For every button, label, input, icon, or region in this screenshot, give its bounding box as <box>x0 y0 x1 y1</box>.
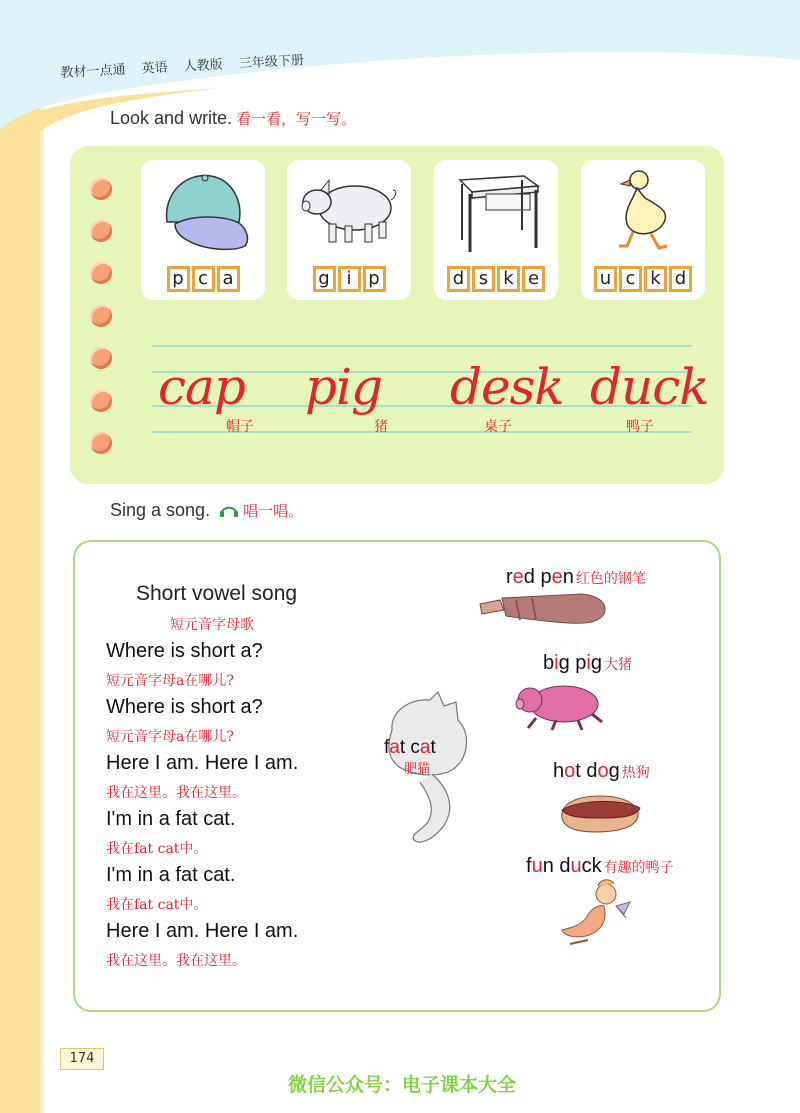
header-subject: 英语 <box>141 60 169 77</box>
letter-tile: c <box>619 266 642 292</box>
lyric-translation: 短元音字母a在哪儿? <box>106 729 234 745</box>
phrase-big-pig: big pig 大猪 <box>543 652 632 674</box>
word-card-desk <box>434 160 558 300</box>
binder-ring <box>90 305 112 327</box>
binder-ring <box>90 347 112 369</box>
header-grade: 三年级下册 <box>238 53 305 72</box>
page-number: 174 <box>60 1048 104 1070</box>
big-pig-picture <box>512 678 608 732</box>
letter-tile: s <box>472 266 495 292</box>
sing-title-en: Sing a song. <box>110 500 211 520</box>
letter-tile: c <box>192 266 215 292</box>
lyric-line: Here I am. Here I am. <box>106 752 299 774</box>
song-title-cn: 短元音字母歌 <box>170 617 254 633</box>
meaning-cap: 帽子 <box>226 419 254 435</box>
letter-tile: u <box>594 266 617 292</box>
answer-word-pig: pig <box>305 358 383 416</box>
binder-ring <box>90 178 112 200</box>
letter-tile: i <box>338 266 361 292</box>
scrambled-letters <box>581 266 705 292</box>
word-card-pig <box>287 160 411 300</box>
lyric-line: I'm in a fat cat. <box>106 864 236 886</box>
hot-dog-picture <box>556 788 644 836</box>
binder-ring <box>90 262 112 284</box>
answer-word-desk: desk <box>450 358 564 416</box>
letter-tile: g <box>313 266 336 292</box>
letter-tile: k <box>497 266 520 292</box>
phrase-red-pen: red pen 红色的钢笔 <box>506 566 646 588</box>
look-write-heading <box>110 108 356 129</box>
lyric-translation: 我在这里。我在这里。 <box>106 953 246 969</box>
letter-tile: k <box>644 266 667 292</box>
meaning-desk: 桌子 <box>484 419 512 435</box>
lyric-translation: 我在fat cat中。 <box>106 897 208 913</box>
scrambled-letters <box>287 266 411 292</box>
lyric-line: I'm in a fat cat. <box>106 808 236 830</box>
sing-heading <box>110 500 303 521</box>
lyric-line: Where is short a? <box>106 696 263 718</box>
binder-ring <box>90 220 112 242</box>
cap-picture <box>153 166 253 256</box>
answer-word-duck: duck <box>590 358 709 416</box>
lyric-translation: 我在fat cat中。 <box>106 841 208 857</box>
meaning-pig: 猪 <box>374 419 388 435</box>
lyric-line: Here I am. Here I am. <box>106 920 299 942</box>
duck-picture <box>593 166 693 256</box>
letter-tile: a <box>217 266 240 292</box>
red-pen-picture <box>476 590 610 636</box>
footer-watermark-text: 微信公众号：电子课本大全 <box>288 1074 517 1096</box>
lyric-line: Where is short a? <box>106 640 263 662</box>
look-write-title-en: Look and write. <box>110 108 233 128</box>
meaning-duck: 鸭子 <box>626 419 654 435</box>
letter-tile: e <box>522 266 545 292</box>
letter-tile: d <box>669 266 692 292</box>
song-title: Short vowel song <box>136 582 298 605</box>
scrambled-letters <box>141 266 265 292</box>
letter-tile: p <box>363 266 386 292</box>
letter-tile: d <box>447 266 470 292</box>
pig-picture <box>299 166 399 256</box>
header-edition: 人教版 <box>183 57 224 75</box>
letter-tile: p <box>167 266 190 292</box>
binder-ring <box>90 432 112 454</box>
word-card-duck <box>581 160 705 300</box>
scrambled-letters <box>434 266 558 292</box>
phrase-fat-cat: fat cat <box>384 737 436 758</box>
header-book: 教材一点通 <box>60 62 126 81</box>
phrase-hot-dog: hot dog 热狗 <box>553 760 650 782</box>
headphones-icon <box>219 502 239 518</box>
answer-word-cap: cap <box>158 358 245 416</box>
phrase-fat-cat-cn: 肥猫 <box>404 762 431 777</box>
word-card-cap <box>141 160 265 300</box>
look-write-title-cn: 看一看，写一写。 <box>236 110 357 128</box>
lyric-translation: 短元音字母a在哪儿? <box>106 673 234 689</box>
lyric-translation: 我在这里。我在这里。 <box>106 785 246 801</box>
binder-ring <box>90 390 112 412</box>
desk-picture <box>446 166 546 256</box>
sing-title-cn: 唱一唱。 <box>243 502 304 520</box>
phrase-fun-duck: fun duck 有趣的鸭子 <box>526 855 674 877</box>
fun-duck-picture <box>560 878 634 950</box>
page-left-band-edge <box>40 95 44 1113</box>
page-left-band <box>0 95 40 1113</box>
